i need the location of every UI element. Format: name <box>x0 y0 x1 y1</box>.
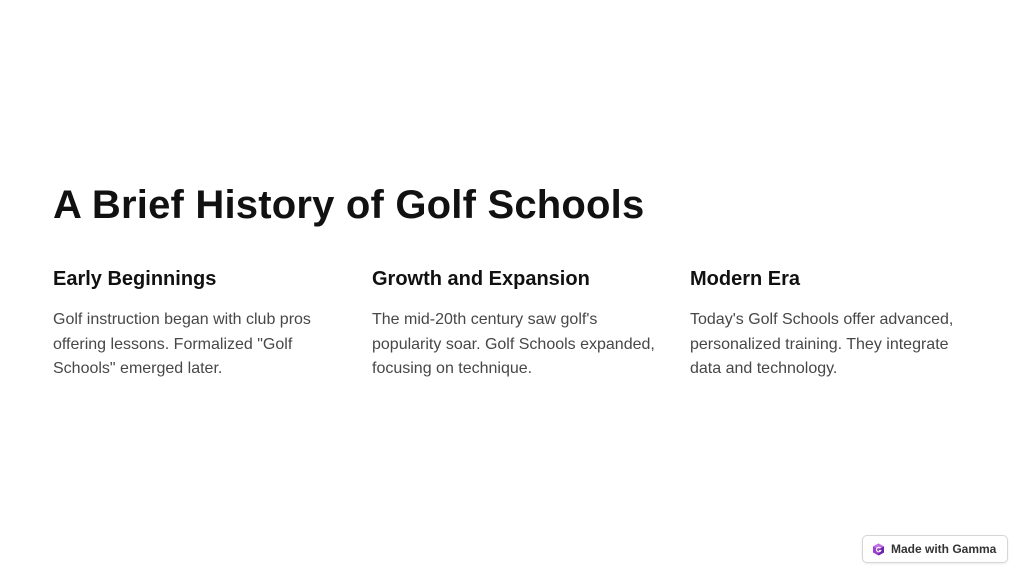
column-heading: Early Beginnings <box>53 268 217 290</box>
column-growth-and-expansion <box>372 264 662 382</box>
column-heading: Modern Era <box>690 268 801 290</box>
badge-label: Made with Gamma <box>891 542 997 556</box>
column-body: Golf instruction began with club pros offering lessons. Formalized "Golf Schools" emerged later. <box>53 311 311 377</box>
column-body: The mid-20th century saw golf's popularity soar. Golf Schools expanded, focusing on technique. <box>372 311 655 377</box>
column-early-beginnings <box>53 264 343 382</box>
column-body: Today's Golf Schools offer advanced, personalized training. They integrate data and technology. <box>690 311 954 377</box>
column-heading: Growth and Expansion <box>372 268 590 290</box>
column-modern-era <box>690 264 980 382</box>
slide-title: A Brief History of Golf Schools <box>53 183 645 227</box>
gamma-logo-icon <box>872 543 885 556</box>
made-with-gamma-button[interactable] <box>862 535 1008 563</box>
